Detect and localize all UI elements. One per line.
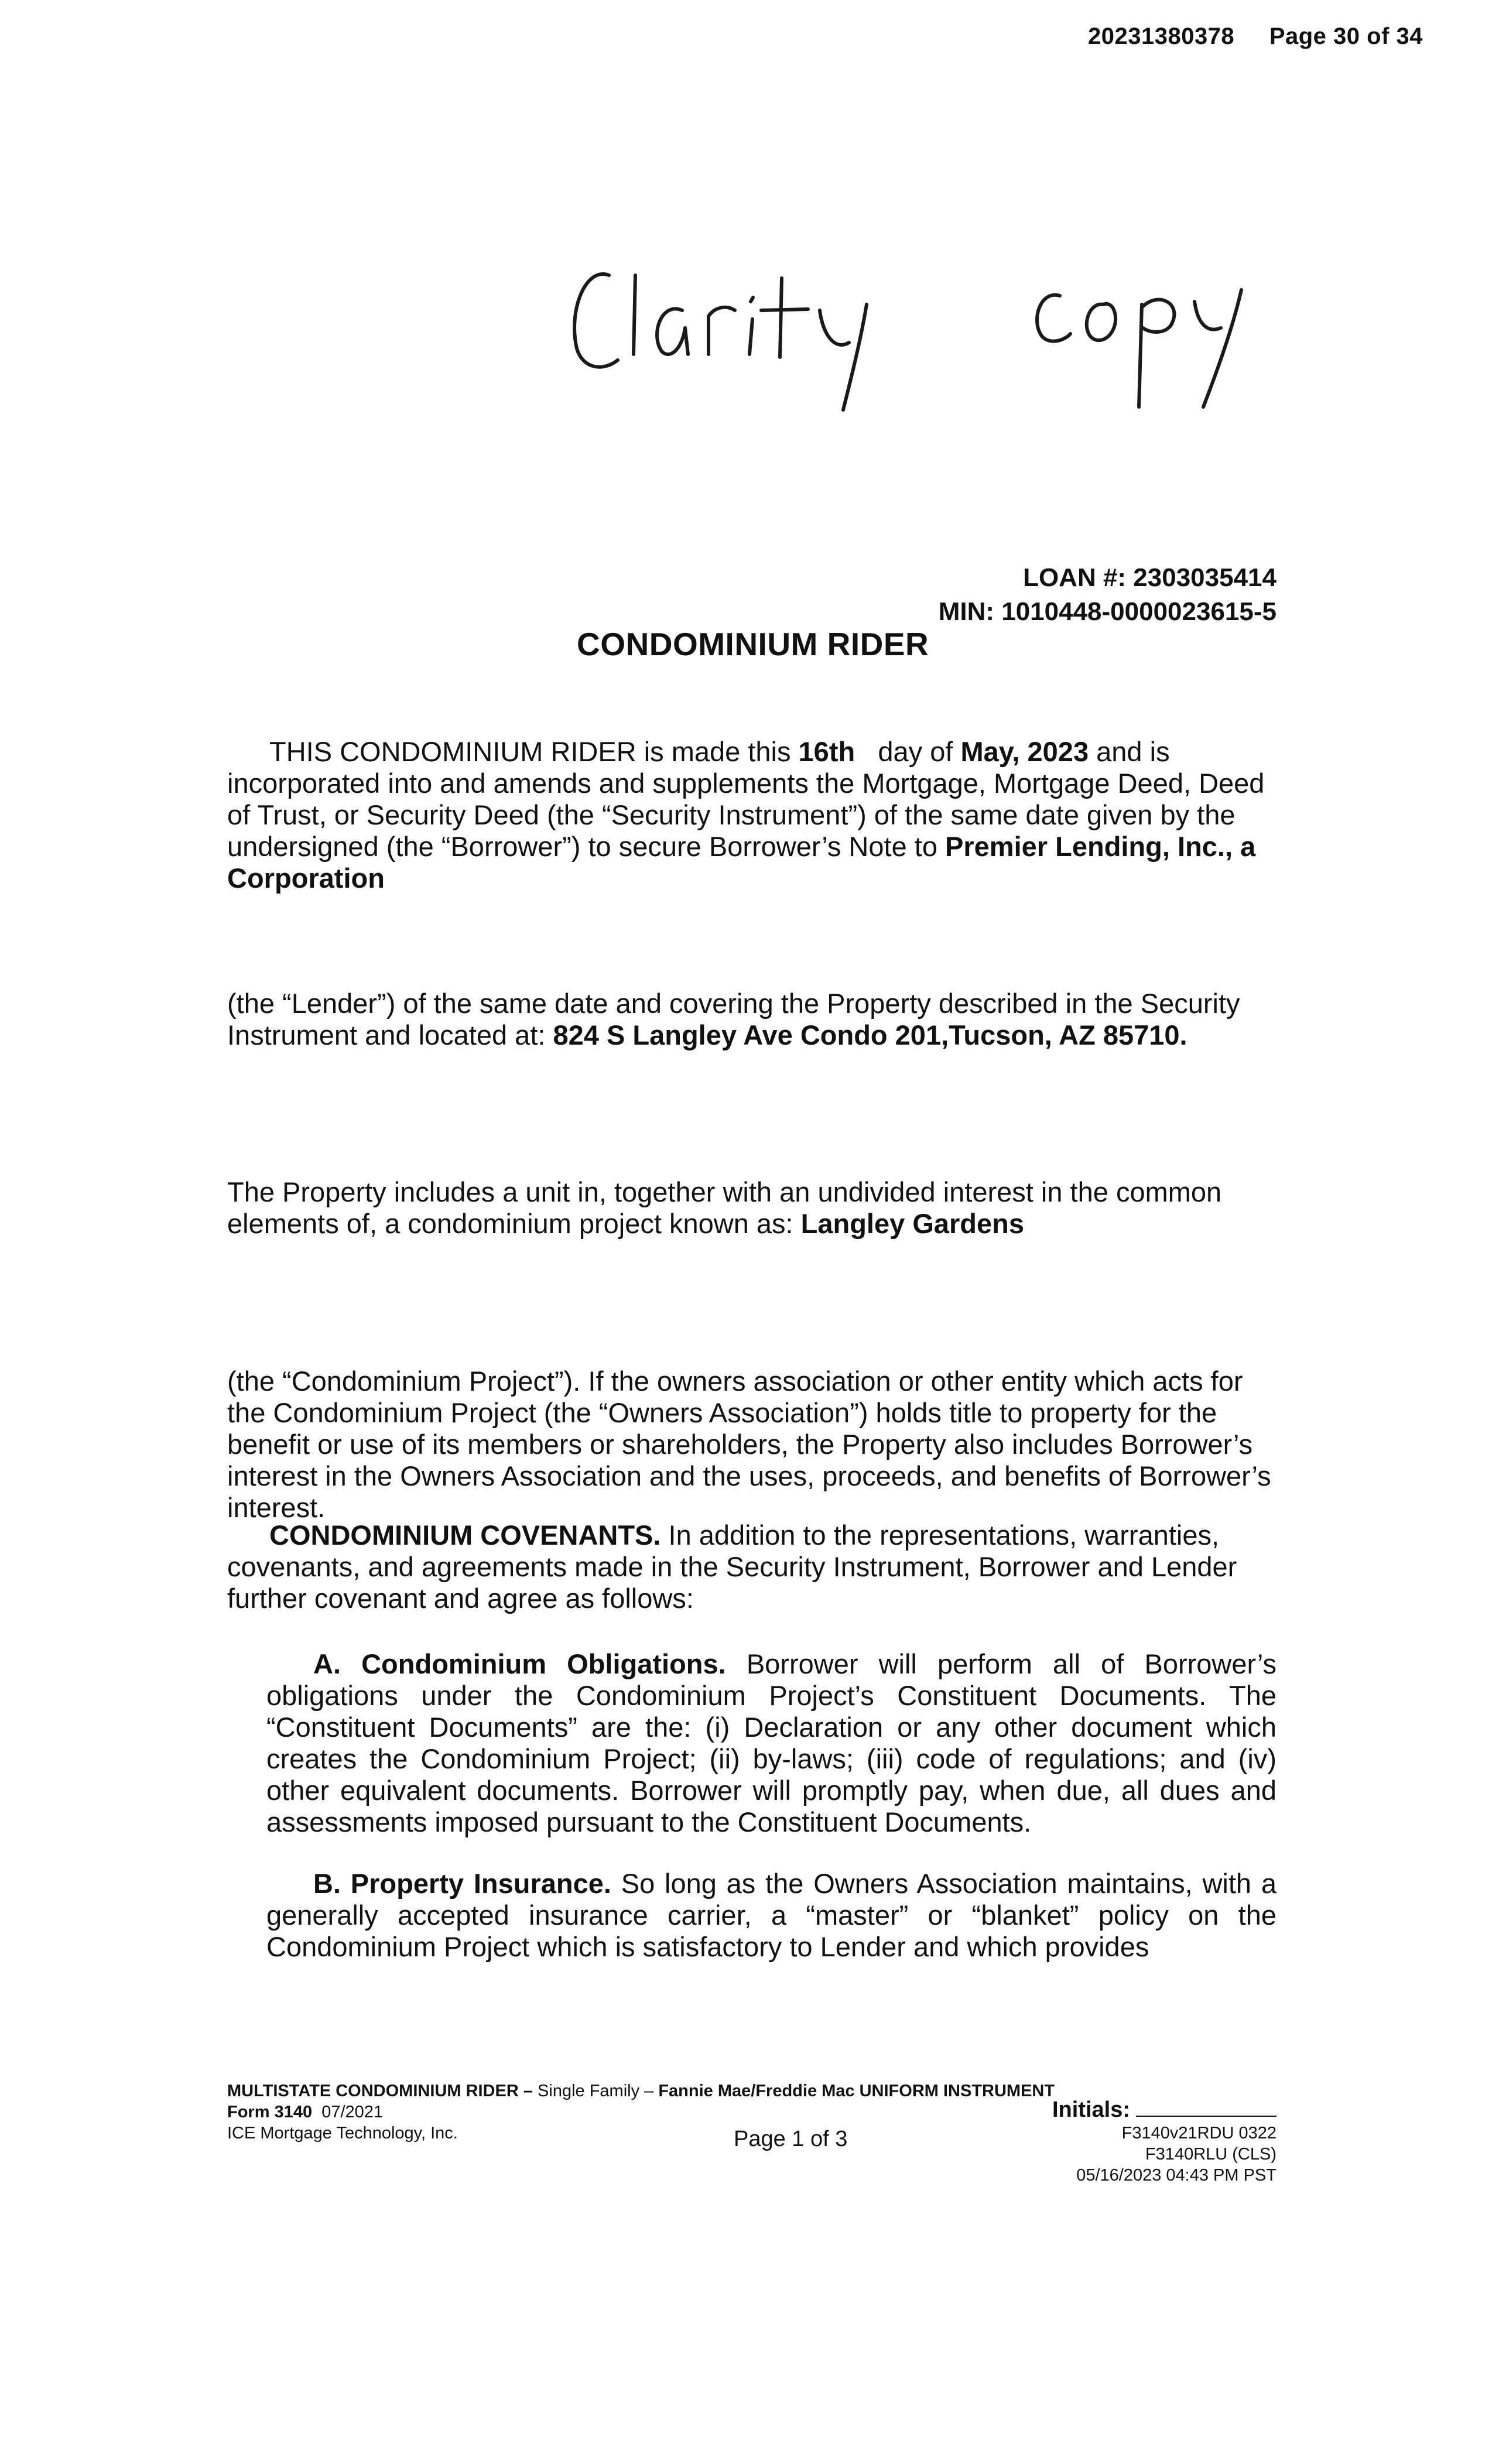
project-paragraph (227, 1176, 1276, 1240)
form-code-2: F3140RLU (CLS) (1145, 2145, 1276, 2164)
intro-paragraph (227, 736, 1276, 894)
project-text: The Property includes a unit in, together with an undivided interest in the common elements of, a condominium project known as: (227, 1176, 1222, 1239)
form-footer (227, 2080, 1276, 2186)
form-timestamp: 05/16/2023 04:43 PM PST (1076, 2166, 1276, 2185)
covenants-text: In addition to the representations, warranties, covenants, and agreements made in the Security Instrument, Borrower and Lender further covenant and agree as follows: (227, 1520, 1237, 1614)
form-date: 07/2021 (321, 2103, 384, 2121)
rider-date: May, 2023 (960, 736, 1089, 767)
form-code: F3140v21RDU 0322 (1121, 2124, 1276, 2143)
form-title-type: Single Family – (532, 2082, 659, 2100)
handwritten-annotation (562, 240, 1323, 416)
initials-field (1052, 2099, 1276, 2122)
condominium-project-name: Langley Gardens (800, 1208, 1025, 1239)
owners-association-paragraph (227, 1366, 1276, 1524)
handwritten-clarity-copy (562, 240, 1323, 416)
intro-text-body: and is incorporated into and amends and supplements the Mortgage, Mortgage Deed, Deed of Trust, or Security Deed (the “Security Instrument”) of the same date given by the undersigned (the “Borrower”) to secure Borrower’s Note to (227, 736, 1265, 862)
page-title: CONDOMINIUM RIDER (577, 626, 929, 662)
section-a-text: Borrower will perform all of Borrower’s obligations under the Condominium Project’s Constituent Documents. The “Constituent Documents” are the: (i) Declaration or any other document which creates the Condominium Project; (ii) by-laws; (iii) code of regulations; and (iv) other equivalent documents. Borrower will promptly pay, when due, all dues and assessments imposed pursuant to the Constituent Documents. (266, 1648, 1276, 1837)
form-title-instrument: Fannie Mae/Freddie Mac UNIFORM INSTRUMENT (658, 2082, 1055, 2100)
form-page-number: Page 1 of 3 (734, 2127, 848, 2151)
document-number: 20231380378 (1087, 23, 1235, 49)
rider-day: 16th (798, 736, 855, 767)
section-b-heading: B. Property Insurance. (313, 1868, 611, 1899)
initials-label: Initials: (1052, 2097, 1130, 2122)
loan-identifiers (939, 561, 1276, 629)
intro-text-day-of: day of (855, 736, 961, 767)
property-address: 824 S Langley Ave Condo 201,Tucson, AZ 85710. (553, 1019, 1187, 1050)
form-title-main: MULTISTATE CONDOMINIUM RIDER – (227, 2082, 533, 2100)
property-address-text: (the “Lender”) of the same date and covering the Property described in the Security Instrument and located at: (227, 988, 1240, 1050)
property-address-paragraph (227, 988, 1276, 1051)
company-name: ICE Mortgage Technology, Inc. (227, 2124, 458, 2143)
section-b-text: So long as the Owners Association maintains, with a generally accepted insurance carrier, a “master” or “blanket” policy on the Condominium Project which is satisfactory to Lender and which provides (266, 1868, 1276, 1962)
initials-line (1136, 2116, 1276, 2117)
covenants-paragraph (227, 1520, 1276, 1614)
min-number: MIN: 1010448-0000023615-5 (938, 597, 1276, 626)
intro-text: THIS CONDOMINIUM RIDER is made this (269, 736, 799, 767)
owners-association-text: (the “Condominium Project”). If the owners association or other entity which acts for the Condominium Project (the “Owners Association”) holds title to property for the benefit or use of its members or shareholders, the Property also includes Borrower’s interest in the Owners Association and the uses, proceeds, and benefits of Borrower’s interest. (227, 1366, 1271, 1523)
form-number: Form 3140 (227, 2103, 313, 2121)
lender-name: Premier Lending, Inc., a Corporation (227, 831, 1256, 894)
section-a (266, 1648, 1276, 1838)
recording-page-label: Page 30 of 34 (1269, 23, 1423, 49)
covenants-heading: CONDOMINIUM COVENANTS. (269, 1520, 661, 1551)
form-number-line (227, 2102, 383, 2123)
section-b (266, 1868, 1276, 1963)
loan-number: LOAN #: 2303035414 (1023, 563, 1276, 592)
recording-stamp (1088, 23, 1423, 50)
section-a-heading: A. Condominium Obligations. (313, 1648, 726, 1679)
